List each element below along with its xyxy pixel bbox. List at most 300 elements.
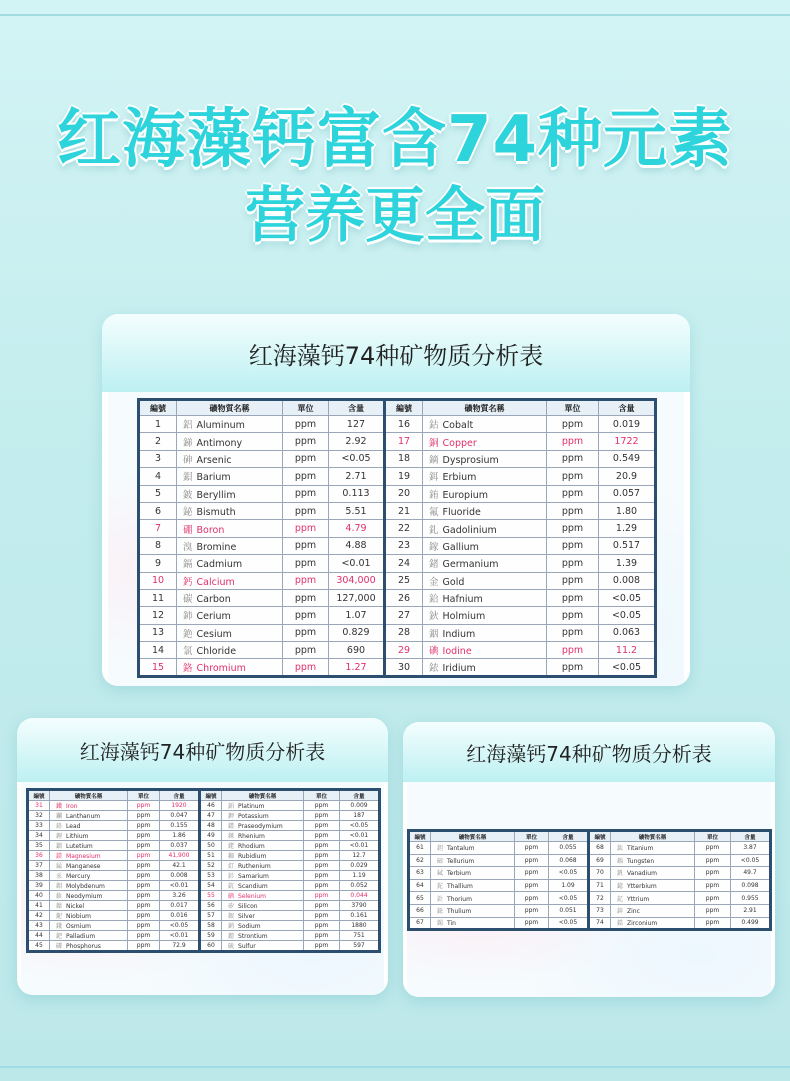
mineral-english-name: Rubidium xyxy=(238,853,267,860)
mineral-chinese-symbol: 鎂 xyxy=(56,853,63,860)
mineral-name xyxy=(222,851,304,861)
mineral-number: 59 xyxy=(200,931,222,941)
mineral-name xyxy=(423,642,547,659)
header-no: 編號 xyxy=(200,790,222,801)
mineral-amount: 41,900 xyxy=(160,851,200,861)
mineral-unit: ppm xyxy=(283,416,329,433)
mineral-amount: <0.01 xyxy=(329,555,385,572)
mineral-name xyxy=(50,851,128,861)
mineral-amount: 4.88 xyxy=(329,537,385,554)
table-row xyxy=(139,555,656,572)
mineral-amount: 690 xyxy=(329,642,385,659)
mineral-english-name: Strontium xyxy=(238,933,268,940)
mineral-name xyxy=(222,821,304,831)
mineral-name xyxy=(177,537,283,554)
mineral-number: 40 xyxy=(28,891,50,901)
header-amount: 含量 xyxy=(329,400,385,416)
header-unit: 單位 xyxy=(547,400,599,416)
mineral-english-name: Thallium xyxy=(447,883,473,891)
mineral-name xyxy=(50,821,128,831)
mineral-english-name: Antimony xyxy=(196,437,243,449)
mineral-amount: 0.016 xyxy=(160,911,200,921)
header-unit: 單位 xyxy=(283,400,329,416)
mineral-english-name: Gold xyxy=(442,576,465,588)
header-name: 礦物質名稱 xyxy=(50,790,128,801)
mineral-english-name: Ytterbium xyxy=(627,883,657,891)
mineral-unit: ppm xyxy=(283,485,329,502)
mineral-name xyxy=(50,901,128,911)
mineral-name xyxy=(423,520,547,537)
table-row xyxy=(139,572,656,589)
mineral-name xyxy=(177,450,283,467)
mineral-unit: ppm xyxy=(304,821,340,831)
mineral-unit: ppm xyxy=(304,881,340,891)
mineral-number: 13 xyxy=(139,624,177,641)
table-row xyxy=(409,917,771,930)
mineral-chinese-symbol: 鎢 xyxy=(617,857,624,865)
mineral-name xyxy=(50,841,128,851)
mineral-number: 22 xyxy=(385,520,423,537)
card-header xyxy=(403,722,775,782)
mineral-chinese-symbol: 釹 xyxy=(56,893,63,900)
mineral-unit: ppm xyxy=(128,841,160,851)
mineral-name xyxy=(50,931,128,941)
mineral-unit: ppm xyxy=(304,831,340,841)
mineral-number: 16 xyxy=(385,416,423,433)
mineral-chinese-symbol: 鍺 xyxy=(429,559,439,571)
mineral-chinese-symbol: 碘 xyxy=(429,646,439,658)
mineral-english-name: Platinum xyxy=(238,803,265,810)
mineral-unit: ppm xyxy=(304,871,340,881)
mineral-name xyxy=(222,911,304,921)
mineral-chinese-symbol: 鈰 xyxy=(183,611,193,623)
mineral-amount: 1920 xyxy=(160,801,200,811)
mineral-unit: ppm xyxy=(515,917,549,930)
mineral-number: 7 xyxy=(139,520,177,537)
table-row xyxy=(409,867,771,880)
table-row xyxy=(28,801,380,811)
mineral-chinese-symbol: 鉛 xyxy=(56,823,63,830)
mineral-chinese-symbol: 銫 xyxy=(183,628,193,640)
table-row xyxy=(409,854,771,867)
mineral-amount: 0.955 xyxy=(731,892,771,905)
mineral-amount: 187 xyxy=(340,811,380,821)
mineral-chinese-symbol: 鋰 xyxy=(56,833,63,840)
mineral-chinese-symbol: 溴 xyxy=(183,541,193,553)
mineral-name xyxy=(431,904,515,917)
mineral-name xyxy=(611,867,695,880)
table-row xyxy=(28,881,380,891)
top-divider xyxy=(0,14,790,16)
header-name: 礦物質名稱 xyxy=(611,831,695,842)
mineral-english-name: Hafnium xyxy=(442,594,483,606)
mineral-name xyxy=(177,416,283,433)
mineral-name xyxy=(431,842,515,855)
mineral-unit: ppm xyxy=(304,941,340,952)
mineral-english-name: Gallium xyxy=(442,541,479,553)
mineral-chinese-symbol: 鈧 xyxy=(228,883,235,890)
mineral-english-name: Silver xyxy=(238,913,255,920)
mineral-amount: 1.19 xyxy=(340,871,380,881)
mineral-english-name: Fluoride xyxy=(442,507,481,519)
mineral-chinese-symbol: 鐠 xyxy=(228,823,235,830)
mineral-chinese-symbol: 硼 xyxy=(183,524,193,536)
mineral-amount: 0.051 xyxy=(549,904,589,917)
mineral-unit: ppm xyxy=(695,854,731,867)
mineral-amount: 0.113 xyxy=(329,485,385,502)
header-unit: 單位 xyxy=(695,831,731,842)
mineral-chinese-symbol: 錳 xyxy=(56,863,63,870)
mineral-amount: 0.057 xyxy=(599,485,656,502)
mineral-english-name: Iron xyxy=(66,803,78,810)
mineral-amount: <0.05 xyxy=(160,921,200,931)
mineral-number: 52 xyxy=(200,861,222,871)
table-row xyxy=(28,931,380,941)
mineral-unit: ppm xyxy=(515,867,549,880)
mineral-unit: ppm xyxy=(547,502,599,519)
mineral-amount: <0.01 xyxy=(340,831,380,841)
mineral-unit: ppm xyxy=(695,917,731,930)
mineral-chinese-symbol: 氟 xyxy=(429,507,439,519)
header-name: 礦物質名稱 xyxy=(431,831,515,842)
mineral-chinese-symbol: 錸 xyxy=(228,833,235,840)
mineral-amount: 11.2 xyxy=(599,642,656,659)
mineral-english-name: Scandium xyxy=(238,883,268,890)
mineral-number: 61 xyxy=(409,842,431,855)
mineral-chinese-symbol: 釤 xyxy=(228,873,235,880)
mineral-name xyxy=(222,891,304,901)
mineral-amount: 0.098 xyxy=(731,879,771,892)
mineral-chinese-symbol: 釩 xyxy=(617,870,624,878)
mineral-name xyxy=(431,867,515,880)
mineral-amount: <0.05 xyxy=(549,867,589,880)
mineral-name xyxy=(177,520,283,537)
mineral-name xyxy=(50,831,128,841)
mineral-number: 28 xyxy=(385,624,423,641)
mineral-amount: <0.05 xyxy=(599,659,656,676)
mineral-chinese-symbol: 碲 xyxy=(437,857,444,865)
mineral-number: 31 xyxy=(28,801,50,811)
mineral-name xyxy=(423,589,547,606)
mineral-unit: ppm xyxy=(695,867,731,880)
header-amount: 含量 xyxy=(160,790,200,801)
mineral-amount: 0.063 xyxy=(599,624,656,641)
mineral-chinese-symbol: 鈉 xyxy=(228,923,235,930)
mineral-unit: ppm xyxy=(515,879,549,892)
mineral-name xyxy=(50,871,128,881)
mineral-number: 48 xyxy=(200,821,222,831)
mineral-name xyxy=(177,468,283,485)
header-amount: 含量 xyxy=(549,831,589,842)
header-name: 礦物質名稱 xyxy=(177,400,283,416)
mineral-chinese-symbol: 鉈 xyxy=(437,883,444,891)
mineral-unit: ppm xyxy=(304,851,340,861)
headline-line-1: 红海藻钙富含74种元素 xyxy=(56,103,734,177)
mineral-number: 46 xyxy=(200,801,222,811)
mineral-chinese-symbol: 釓 xyxy=(429,524,439,536)
mineral-english-name: Dysprosium xyxy=(442,454,499,466)
mineral-amount: 0.047 xyxy=(160,811,200,821)
mineral-unit: ppm xyxy=(128,811,160,821)
mineral-amount: 2.71 xyxy=(329,468,385,485)
table-header-row xyxy=(139,400,656,416)
mineral-number: 20 xyxy=(385,485,423,502)
mineral-english-name: Carbon xyxy=(196,594,231,606)
mineral-number: 9 xyxy=(139,555,177,572)
mineral-unit: ppm xyxy=(283,624,329,641)
table-row xyxy=(409,879,771,892)
mineral-english-name: Nickel xyxy=(66,903,85,910)
mineral-english-name: Erbium xyxy=(442,472,477,484)
mineral-number: 33 xyxy=(28,821,50,831)
mineral-number: 70 xyxy=(589,867,611,880)
mineral-unit: ppm xyxy=(515,854,549,867)
mineral-name xyxy=(50,811,128,821)
mineral-english-name: Aluminum xyxy=(196,420,245,432)
mineral-name xyxy=(177,589,283,606)
mineral-amount: 1.80 xyxy=(599,502,656,519)
mineral-unit: ppm xyxy=(128,801,160,811)
table-row xyxy=(139,450,656,467)
mineral-english-name: Beryllim xyxy=(196,489,236,501)
mineral-name xyxy=(222,921,304,931)
mineral-chinese-symbol: 鎦 xyxy=(56,843,63,850)
mineral-number: 32 xyxy=(28,811,50,821)
mineral-number: 43 xyxy=(28,921,50,931)
mineral-amount: 127,000 xyxy=(329,589,385,606)
mineral-chinese-symbol: 鉍 xyxy=(183,507,193,519)
mineral-chinese-symbol: 鈦 xyxy=(617,845,624,853)
mineral-chinese-symbol: 鈥 xyxy=(429,611,439,623)
mineral-amount: <0.05 xyxy=(599,607,656,624)
mineral-name xyxy=(423,450,547,467)
table-row xyxy=(139,485,656,502)
mineral-unit: ppm xyxy=(547,589,599,606)
mineral-name xyxy=(431,892,515,905)
mineral-number: 21 xyxy=(385,502,423,519)
mineral-english-name: Indium xyxy=(442,628,476,640)
mineral-name xyxy=(50,891,128,901)
table-row xyxy=(28,941,380,952)
mineral-number: 54 xyxy=(200,881,222,891)
mineral-amount: 597 xyxy=(340,941,380,952)
mineral-english-name: Palladium xyxy=(66,933,96,940)
mineral-unit: ppm xyxy=(128,881,160,891)
mineral-amount: 0.499 xyxy=(731,917,771,930)
mineral-chinese-symbol: 銅 xyxy=(429,437,439,449)
mineral-name xyxy=(222,841,304,851)
table-row xyxy=(28,821,380,831)
mineral-chinese-symbol: 鐵 xyxy=(56,803,63,810)
mineral-english-name: Zinc xyxy=(627,908,640,916)
mineral-english-name: Ruthenium xyxy=(238,863,271,870)
mineral-name xyxy=(177,642,283,659)
mineral-chinese-symbol: 鉿 xyxy=(429,594,439,606)
mineral-number: 65 xyxy=(409,892,431,905)
mineral-name xyxy=(50,921,128,931)
mineral-amount: 751 xyxy=(340,931,380,941)
mineral-unit: ppm xyxy=(283,468,329,485)
table-row xyxy=(28,811,380,821)
mineral-unit: ppm xyxy=(128,821,160,831)
mineral-english-name: Cesium xyxy=(196,628,232,640)
mineral-number: 2 xyxy=(139,433,177,450)
table-row xyxy=(28,891,380,901)
mineral-number: 14 xyxy=(139,642,177,659)
mineral-english-name: Manganese xyxy=(66,863,101,870)
mineral-amount: 0.044 xyxy=(340,891,380,901)
mineral-amount: 1.29 xyxy=(599,520,656,537)
mineral-english-name: Rhenium xyxy=(238,833,265,840)
table-header-row xyxy=(409,831,771,842)
mineral-name xyxy=(222,871,304,881)
mineral-number: 29 xyxy=(385,642,423,659)
mineral-amount: 0.068 xyxy=(549,854,589,867)
mineral-english-name: Lanthanum xyxy=(66,813,101,820)
mineral-chinese-symbol: 鈷 xyxy=(429,420,439,432)
mineral-number: 17 xyxy=(385,433,423,450)
mineral-english-name: Potassium xyxy=(238,813,269,820)
mineral-amount: <0.05 xyxy=(731,854,771,867)
mineral-number: 56 xyxy=(200,901,222,911)
mineral-unit: ppm xyxy=(283,450,329,467)
table-row xyxy=(139,433,656,450)
mineral-chinese-symbol: 汞 xyxy=(56,873,63,880)
mineral-number: 68 xyxy=(589,842,611,855)
header-no: 編號 xyxy=(28,790,50,801)
mineral-unit: ppm xyxy=(283,642,329,659)
mineral-english-name: Arsenic xyxy=(196,454,232,466)
mineral-number: 55 xyxy=(200,891,222,901)
mineral-unit: ppm xyxy=(515,892,549,905)
mineral-unit: ppm xyxy=(304,841,340,851)
mineral-number: 73 xyxy=(589,904,611,917)
mineral-english-name: Phosphorus xyxy=(66,943,101,950)
mineral-unit: ppm xyxy=(547,468,599,485)
mineral-unit: ppm xyxy=(695,842,731,855)
mineral-unit: ppm xyxy=(128,871,160,881)
header-amount: 含量 xyxy=(731,831,771,842)
mineral-number: 18 xyxy=(385,450,423,467)
mineral-amount: 0.019 xyxy=(599,416,656,433)
mineral-amount: 1880 xyxy=(340,921,380,931)
mineral-chinese-symbol: 鋱 xyxy=(437,870,444,878)
mineral-number: 44 xyxy=(28,931,50,941)
card-header xyxy=(102,314,690,392)
mineral-unit: ppm xyxy=(547,555,599,572)
mineral-amount: <0.01 xyxy=(160,881,200,891)
mineral-english-name: Tantalum xyxy=(447,845,475,853)
mineral-english-name: Copper xyxy=(442,437,477,449)
mineral-chinese-symbol: 銥 xyxy=(429,663,439,675)
mineral-name xyxy=(177,659,283,676)
mineral-unit: ppm xyxy=(515,842,549,855)
mineral-chinese-symbol: 氯 xyxy=(183,646,193,658)
mineral-chinese-symbol: 硒 xyxy=(228,893,235,900)
header-name: 礦物質名稱 xyxy=(423,400,547,416)
mineral-amount: 0.009 xyxy=(340,801,380,811)
mineral-unit: ppm xyxy=(547,450,599,467)
table-row xyxy=(139,624,656,641)
mineral-number: 49 xyxy=(200,831,222,841)
mineral-amount: 3.87 xyxy=(731,842,771,855)
mineral-english-name: Selenium xyxy=(238,893,266,900)
mineral-chinese-symbol: 鈣 xyxy=(183,576,193,588)
mineral-amount: 1.86 xyxy=(160,831,200,841)
mineral-number: 1 xyxy=(139,416,177,433)
mineral-number: 36 xyxy=(28,851,50,861)
mineral-unit: ppm xyxy=(128,851,160,861)
mineral-unit: ppm xyxy=(304,861,340,871)
mineral-amount: 0.161 xyxy=(340,911,380,921)
mineral-number: 62 xyxy=(409,854,431,867)
mineral-number: 39 xyxy=(28,881,50,891)
table-row xyxy=(139,502,656,519)
mineral-unit: ppm xyxy=(547,485,599,502)
mineral-name xyxy=(177,485,283,502)
table-row xyxy=(28,861,380,871)
mineral-english-name: Lutetium xyxy=(66,843,93,850)
mineral-number: 42 xyxy=(28,911,50,921)
mineral-name xyxy=(50,911,128,921)
mineral-amount: 304,000 xyxy=(329,572,385,589)
mineral-unit: ppm xyxy=(547,520,599,537)
table-header-row xyxy=(28,790,380,801)
mineral-english-name: Molybdenum xyxy=(66,883,105,890)
mineral-chinese-symbol: 鋁 xyxy=(183,420,193,432)
mineral-chinese-symbol: 鈹 xyxy=(183,489,193,501)
mineral-number: 57 xyxy=(200,911,222,921)
mineral-name xyxy=(222,881,304,891)
header-no: 編號 xyxy=(589,831,611,842)
mineral-chinese-symbol: 錫 xyxy=(437,920,444,928)
mineral-name xyxy=(222,901,304,911)
mineral-unit: ppm xyxy=(283,537,329,554)
mineral-chinese-symbol: 硫 xyxy=(228,943,235,950)
mineral-name xyxy=(423,485,547,502)
mineral-unit: ppm xyxy=(547,572,599,589)
mineral-amount: 49.7 xyxy=(731,867,771,880)
mineral-english-name: Lithium xyxy=(66,833,89,840)
mineral-unit: ppm xyxy=(304,931,340,941)
mineral-amount: 0.055 xyxy=(549,842,589,855)
mineral-chinese-symbol: 釕 xyxy=(228,863,235,870)
mineral-chinese-symbol: 銻 xyxy=(183,437,193,449)
mineral-chinese-symbol: 鉬 xyxy=(56,883,63,890)
mineral-english-name: Sodium xyxy=(238,923,261,930)
mineral-english-name: Tungsten xyxy=(627,857,655,865)
mineral-english-name: Calcium xyxy=(196,576,235,588)
mineral-unit: ppm xyxy=(695,879,731,892)
mineral-unit: ppm xyxy=(128,861,160,871)
headline-line-2: 营养更全面 xyxy=(245,181,545,251)
mineral-chinese-symbol: 鈀 xyxy=(56,933,63,940)
mineral-unit: ppm xyxy=(304,811,340,821)
table-row xyxy=(28,911,380,921)
mineral-chinese-symbol: 鋇 xyxy=(183,472,193,484)
mineral-number: 66 xyxy=(409,904,431,917)
mineral-english-name: Barium xyxy=(196,472,231,484)
table-row xyxy=(28,921,380,931)
mineral-name xyxy=(423,624,547,641)
card-title: 红海藻钙74种矿物质分析表 xyxy=(248,341,544,370)
mineral-english-name: Bromine xyxy=(196,541,237,553)
mineral-unit: ppm xyxy=(128,831,160,841)
mineral-name xyxy=(222,861,304,871)
mineral-number: 3 xyxy=(139,450,177,467)
mineral-english-name: Bismuth xyxy=(196,507,236,519)
mineral-amount: 12.7 xyxy=(340,851,380,861)
